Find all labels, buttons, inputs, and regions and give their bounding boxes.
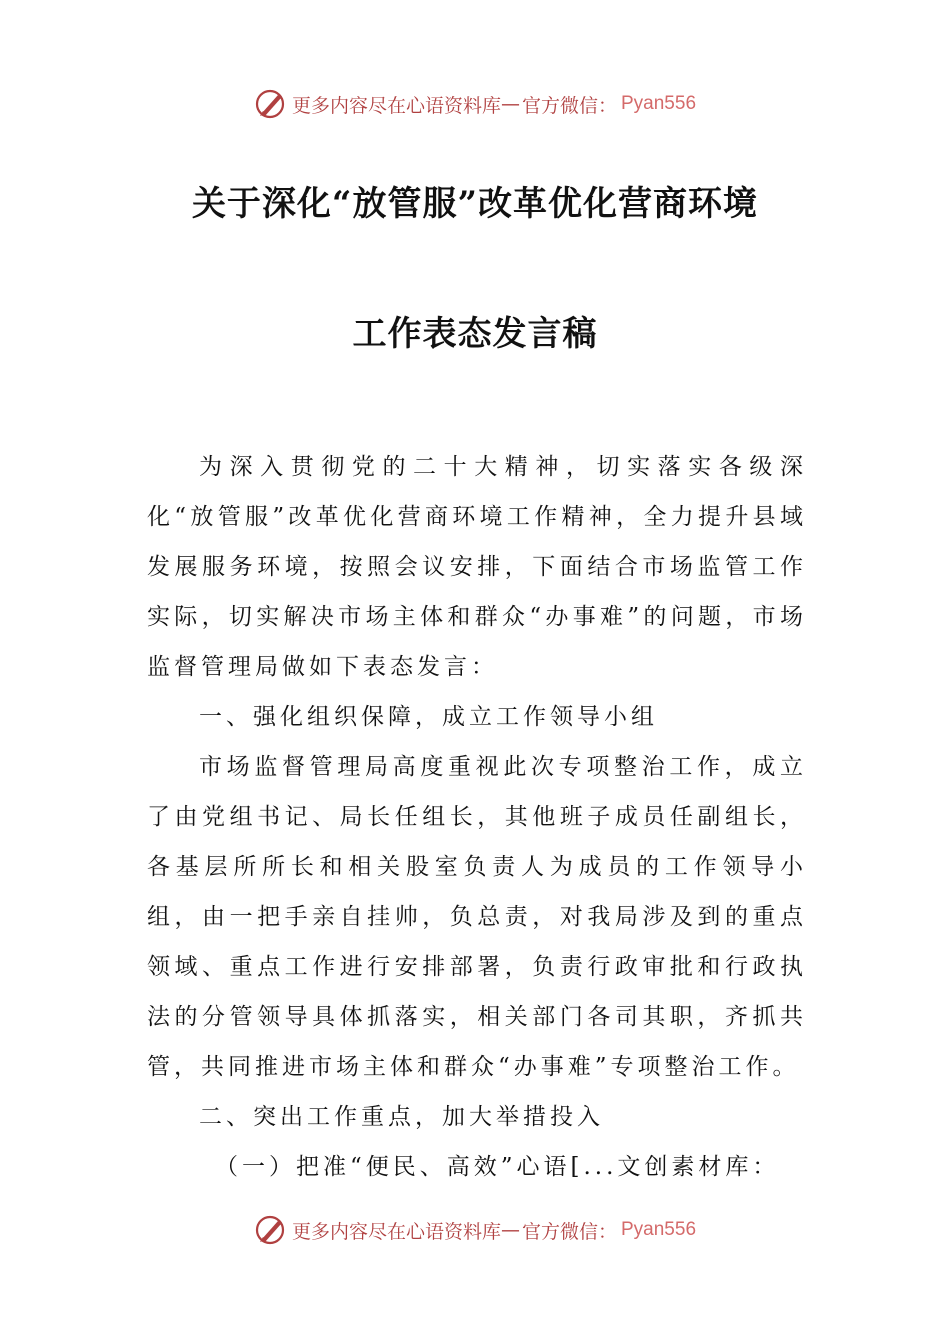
watermark-separator: — <box>500 93 520 115</box>
subsection-heading-1: （一）把准“便民、高效”心语[...文创素材库： <box>215 1154 780 1180</box>
pen-circle-logo-icon <box>254 87 288 121</box>
section-heading-1: 一、强化组织保障，成立工作领导小组 <box>199 704 658 730</box>
watermark-footer <box>0 1210 950 1250</box>
watermark-header <box>0 84 950 124</box>
pen-circle-logo-icon <box>254 1213 288 1247</box>
watermark-wechat-id: Pyan556 <box>621 93 697 114</box>
watermark-wechat-label: 官方微信： <box>521 94 617 117</box>
document-title-line2: 工作表态发言稿 <box>352 314 598 354</box>
document-title-line1: 关于深化“放管服”改革优化营商环境 <box>191 184 759 224</box>
document-body <box>147 442 807 1192</box>
watermark-wechat-id: Pyan556 <box>621 1219 697 1240</box>
watermark-separator: — <box>500 1219 520 1241</box>
watermark-text: 更多内容尽在心语资料库 <box>291 1220 501 1243</box>
watermark-text: 更多内容尽在心语资料库 <box>291 94 501 117</box>
paragraph-intro: 为深入贯彻党的二十大精神，切实落实各级深化“放管服”改革优化营商环境工作精神，全力提升县域发展服务环境，按照会议安排，下面结合市场监管工作实际，切实解决市场主体和群众“办事难”的问题，市场监督管理局做如下表态发言： <box>147 454 807 680</box>
watermark-wechat-label: 官方微信： <box>521 1220 617 1243</box>
paragraph-section-1: 市场监督管理局高度重视此次专项整治工作，成立了由党组书记、局长任组长，其他班子成员任副组长，各基层所所长和相关股室负责人为成员的工作领导小组，由一把手亲自挂帅，负总责，对我局涉及到的重点领域、重点工作进行安排部署，负责行政审批和行政执法的分管领导具体抓落实，相关部门各司其职，齐抓共管，共同推进市场主体和群众“办事难”专项整治工作。 <box>147 754 807 1080</box>
section-heading-2: 二、突出工作重点，加大举措投入 <box>199 1104 604 1130</box>
